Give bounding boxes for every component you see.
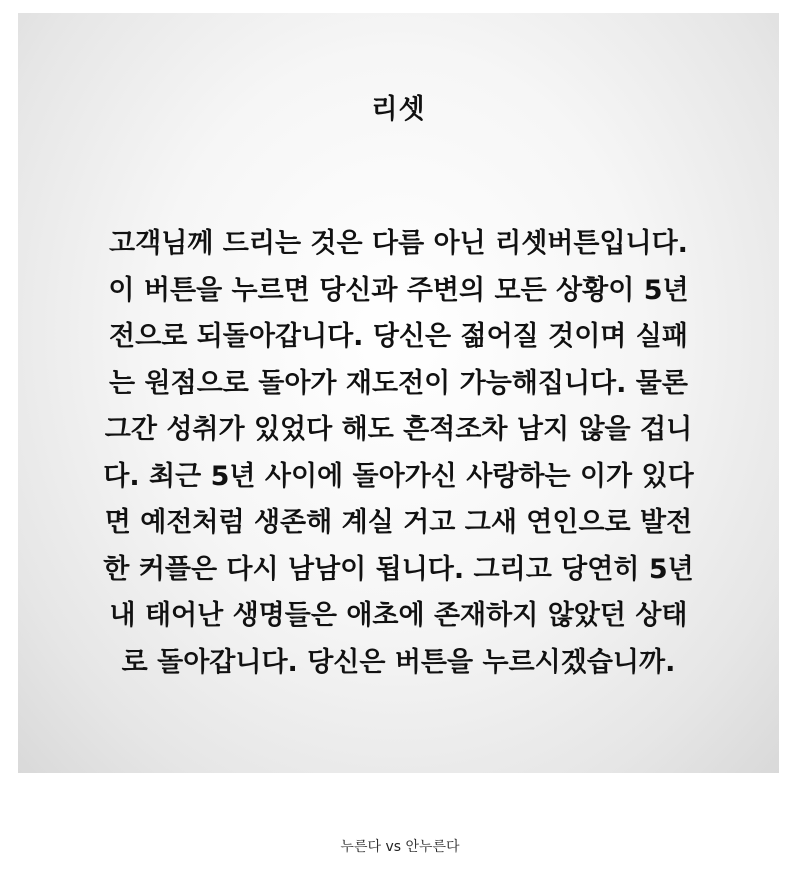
body-line: 로 돌아갑니다. 당신은 버튼을 누르시겠습니까. (121, 646, 676, 678)
body-line: 다. 최근 5년 사이에 돌아가신 사랑하는 이가 있다 (103, 460, 694, 492)
card-title: 리셋 (371, 94, 426, 125)
reset-image-card (18, 13, 779, 773)
body-line: 이 버튼을 누르면 당신과 주변의 모든 상황이 5년 (108, 274, 689, 306)
body-line: 는 원점으로 돌아가 재도전이 가능해집니다. 물론 (109, 367, 688, 399)
body-line: 면 예전처럼 생존해 계실 거고 그새 연인으로 발전 (104, 507, 693, 538)
card-body-text (62, 221, 735, 686)
body-line: 그간 성취가 있었다 해도 흔적조차 남지 않을 겁니 (104, 414, 693, 445)
body-line: 전으로 되돌아갑니다. 당신은 젊어질 것이며 실패 (109, 321, 688, 352)
post-caption: 누른다 vs 안누른다 (340, 839, 460, 855)
body-line: 한 커플은 다시 남남이 됩니다. 그리고 당연히 5년 (103, 553, 694, 585)
body-line: 고객님께 드리는 것은 다름 아닌 리셋버튼입니다. (109, 228, 688, 259)
body-line: 내 태어난 생명들은 애초에 존재하지 않았던 상태 (109, 600, 688, 631)
